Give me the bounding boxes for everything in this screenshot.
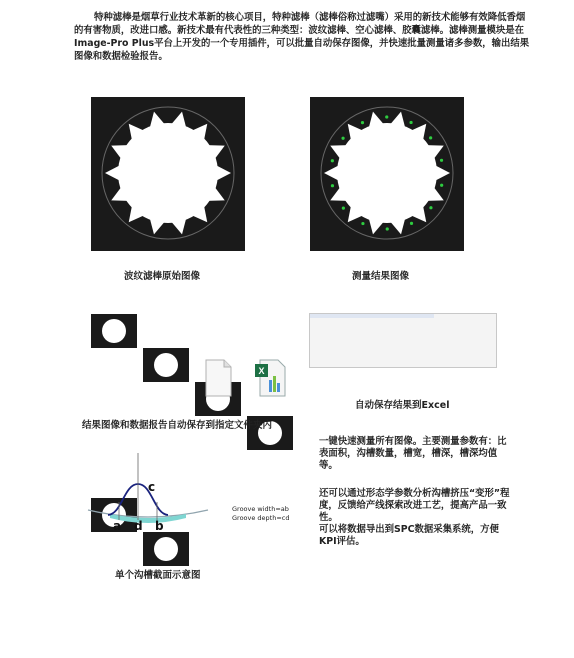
- description-block: [319, 436, 514, 548]
- groove-diagram: [86, 450, 316, 535]
- measure-mark: [386, 227, 389, 230]
- image-thumbnail[interactable]: [143, 348, 189, 382]
- measure-mark: [429, 136, 432, 139]
- label-c: c: [148, 480, 156, 494]
- caption-excel: 自动保存结果到Excel: [355, 400, 450, 411]
- measure-mark: [409, 121, 412, 124]
- cross-section-arc: [88, 510, 208, 517]
- measure-mark: [440, 159, 443, 162]
- description-para-1: 一键快速测量所有图像。主要测量参数有：比表面积，沟槽数量，槽宽，槽深，槽深均值等。: [319, 436, 507, 471]
- label-b: b: [155, 519, 164, 533]
- measure-mark: [429, 206, 432, 209]
- sheet-grid: [310, 314, 434, 367]
- caption-groove: 单个沟槽截面示意图: [115, 570, 201, 581]
- excel-file-icon[interactable]: [247, 358, 293, 392]
- caption-result: 测量结果图像: [352, 271, 410, 282]
- legend-depth: Groove depth=cd: [232, 514, 290, 522]
- measure-mark: [331, 159, 334, 162]
- measure-mark: [410, 222, 413, 225]
- measure-mark: [331, 184, 334, 187]
- folder-view: [91, 314, 291, 404]
- image-thumbnail[interactable]: [143, 532, 189, 566]
- caption-original: 波纹滤棒原始图像: [124, 271, 201, 282]
- measure-mark: [361, 121, 364, 124]
- filter-cross-section-original: [91, 97, 245, 251]
- caption-folder: 结果图像和数据报告自动保存到指定文件夹内: [82, 420, 273, 431]
- measure-mark: [385, 115, 388, 118]
- legend-width: Groove width=ab: [232, 505, 289, 513]
- measure-mark: [341, 137, 344, 140]
- original-filter-image: [91, 97, 245, 251]
- filter-cross-section-result: [310, 97, 464, 251]
- label-d: d: [134, 519, 143, 533]
- blank-file-icon[interactable]: [195, 358, 241, 392]
- intro-paragraph: [74, 11, 534, 63]
- description-para-2: 还可以通过形态学参数分析沟槽挤压“变形”程度，反馈给产线探索改进工艺，提高产品一致性。: [319, 488, 510, 523]
- result-filter-image: [310, 97, 464, 251]
- measure-mark: [361, 222, 364, 225]
- measure-mark: [440, 184, 443, 187]
- description-para-3: 可以将数据导出到SPC数据采集系统，方便KPI评估。: [319, 524, 499, 547]
- excel-results-sheet[interactable]: [309, 313, 497, 368]
- intro-text: 特种滤棒是烟草行业技术革新的核心项目，特种滤棒（滤棒俗称过滤嘴）采用的新技术能够有效降低香烟的有害物质，改进口感。新技术最有代表性的三种类型：波纹滤棒、空心滤棒、胶囊滤棒。滤棒测量模块是在Image-Pro Plus平台上开发的一个专用插件，可以批量自动保存图像，并快速批量测量诸多参数，输出结果图像和数据检验报告。: [74, 12, 530, 62]
- image-thumbnail[interactable]: [91, 314, 137, 348]
- svg-text:X: X: [258, 366, 265, 376]
- measure-mark: [342, 207, 345, 210]
- label-a: a: [113, 519, 122, 533]
